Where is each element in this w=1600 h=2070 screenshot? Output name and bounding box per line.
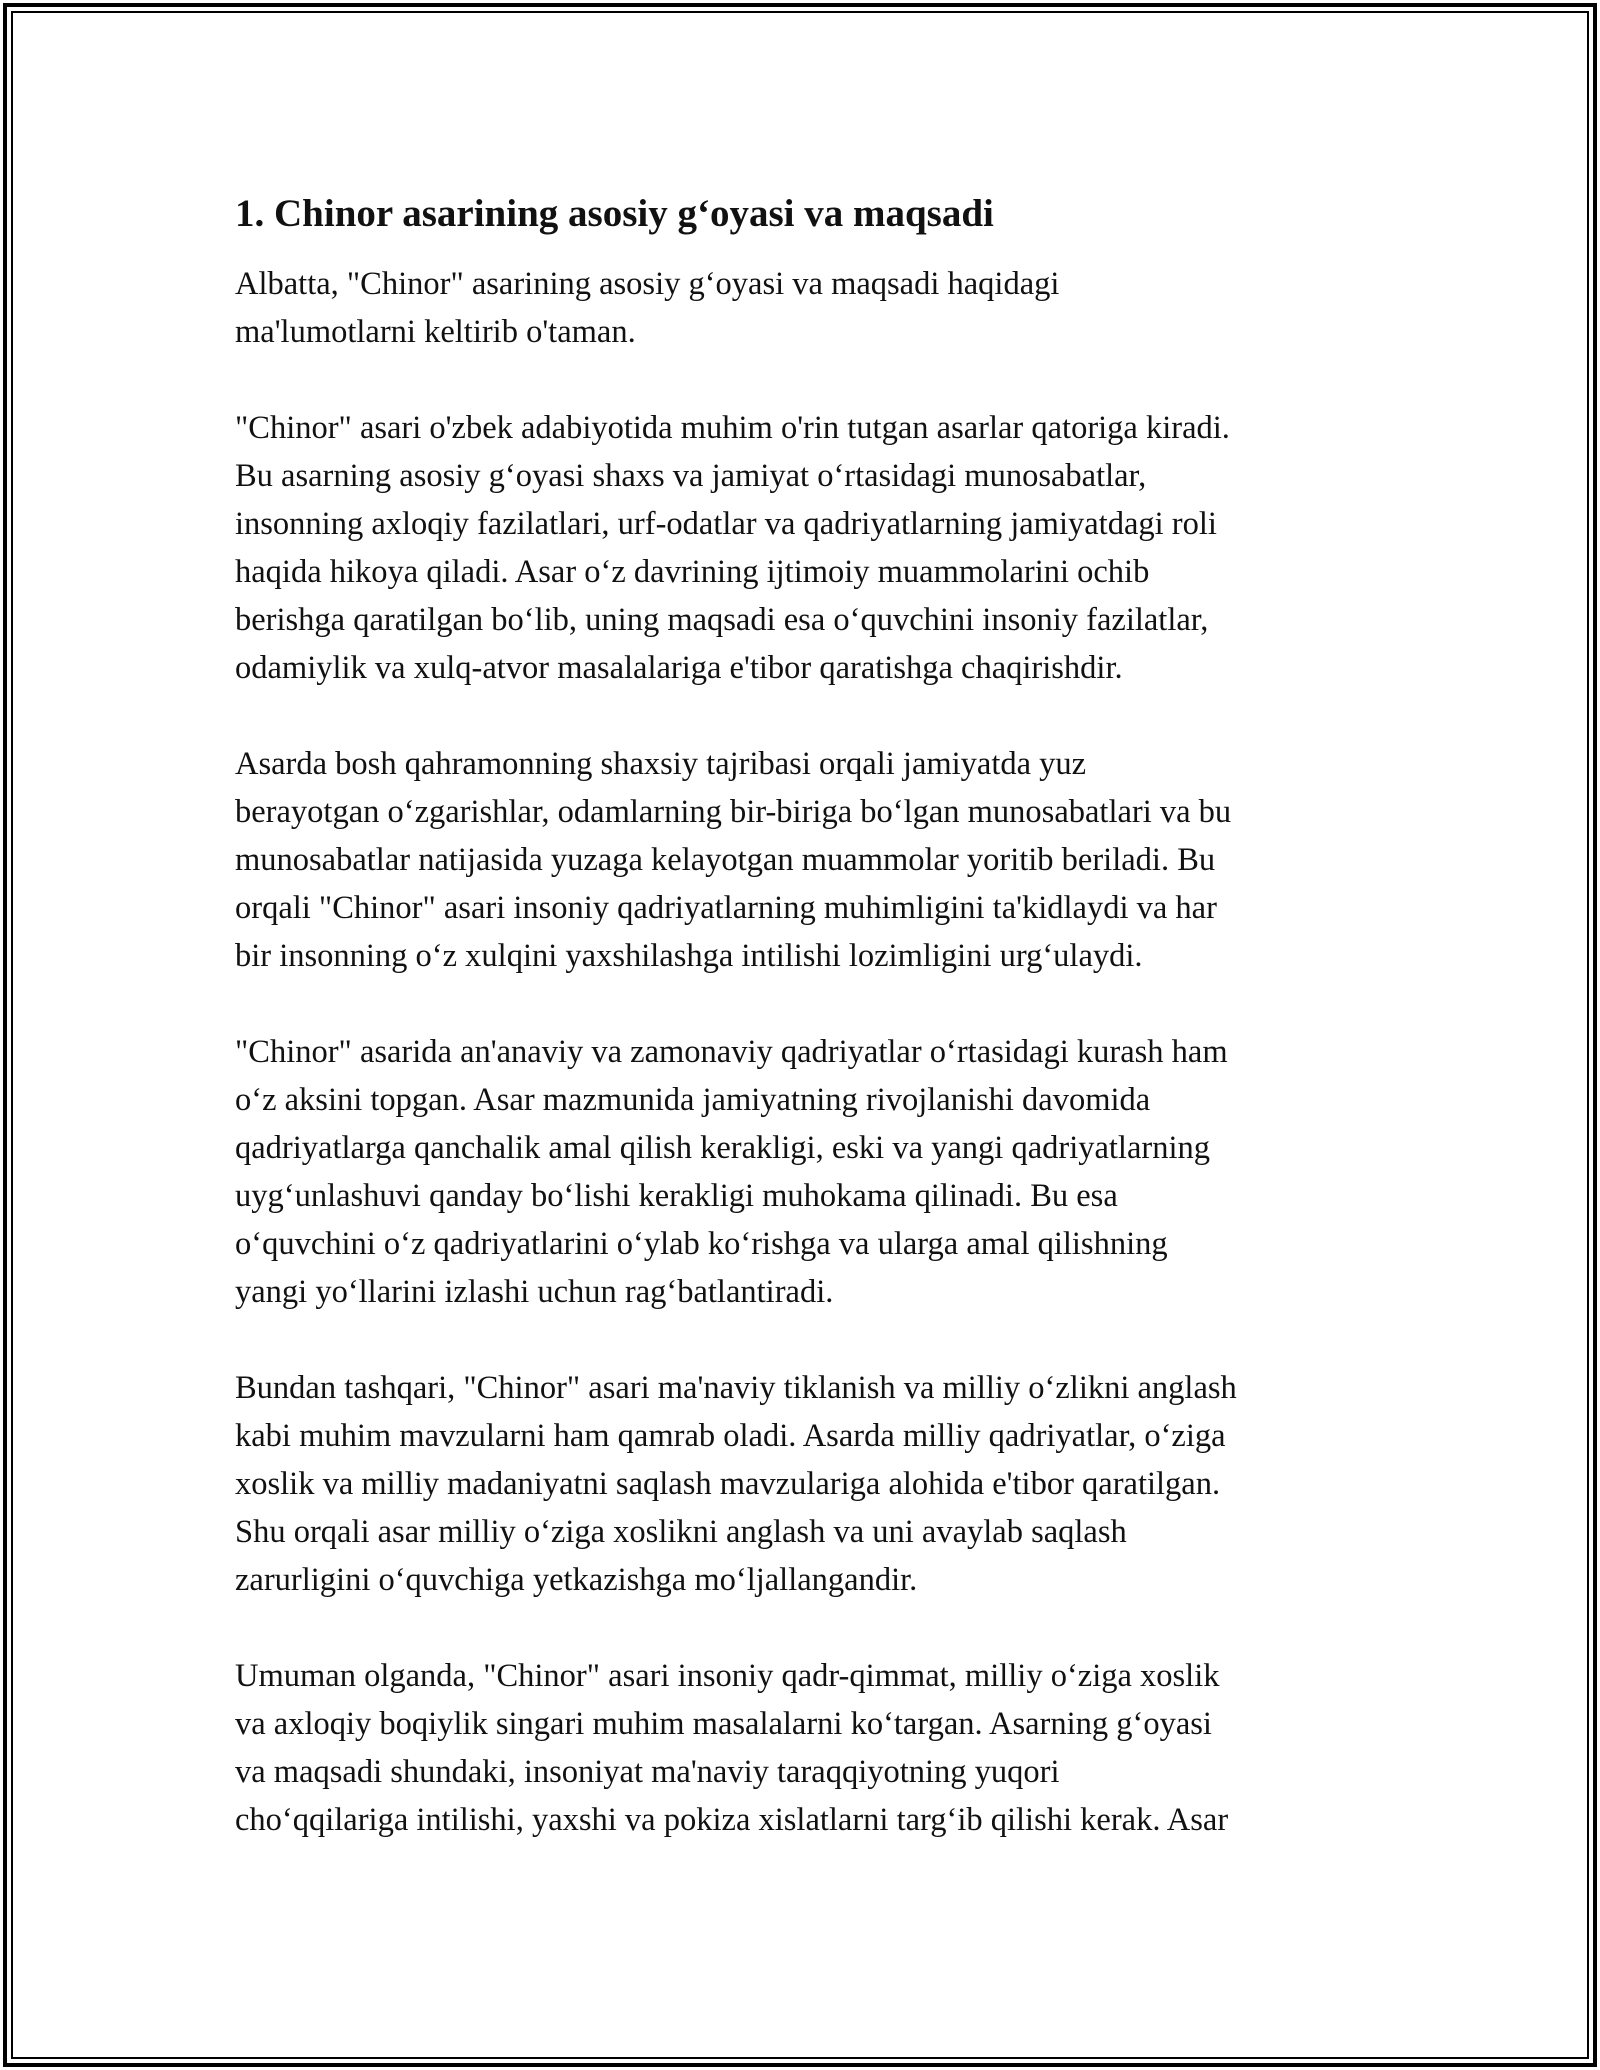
text-line: Albatta, "Chinor" asarining asosiy g‘oyasi va maqsadi haqidagi bbox=[235, 266, 1060, 302]
page-title: 1. Chinor asarining asosiy g‘oyasi va maqsadi bbox=[235, 192, 994, 235]
paragraph-intro bbox=[235, 260, 1375, 356]
paragraph-conclusion bbox=[235, 1652, 1375, 1844]
text-line: Umuman olganda, "Chinor" asari insoniy qadr-qimmat, milliy o‘ziga xoslik bbox=[235, 1658, 1220, 1694]
text-line: kabi muhim mavzularni ham qamrab oladi. Asarda milliy qadriyatlar, o‘ziga bbox=[235, 1418, 1226, 1454]
paragraph-main-idea bbox=[235, 404, 1375, 692]
text-line: bir insonning o‘z xulqini yaxshilashga intilishi lozimligini urg‘ulaydi. bbox=[235, 938, 1143, 974]
text-line: o‘z aksini topgan. Asar mazmunida jamiyatning rivojlanishi davomida bbox=[235, 1082, 1151, 1118]
text-line: zarurligini o‘quvchiga yetkazishga mo‘ljallangandir. bbox=[235, 1562, 918, 1598]
text-line: Bu asarning asosiy g‘oyasi shaxs va jamiyat o‘rtasidagi munosabatlar, bbox=[235, 458, 1147, 494]
text-line: berayotgan o‘zgarishlar, odamlarning bir-biriga bo‘lgan munosabatlari va bu bbox=[235, 794, 1232, 830]
text-line: munosabatlar natijasida yuzaga kelayotgan muammolar yoritib beriladi. Bu bbox=[235, 842, 1216, 878]
text-line: va maqsadi shundaki, insoniyat ma'naviy taraqqiyotning yuqori bbox=[235, 1754, 1060, 1790]
text-line: insonning axloqiy fazilatlari, urf-odatlar va qadriyatlarning jamiyatdagi roli bbox=[235, 506, 1217, 542]
text-line: ma'lumotlarni keltirib o'taman. bbox=[235, 314, 636, 350]
text-line: "Chinor" asarida an'anaviy va zamonaviy qadriyatlar o‘rtasidagi kurash ham bbox=[235, 1034, 1228, 1070]
text-line: qadriyatlarga qanchalik amal qilish kerakligi, eski va yangi qadriyatlarning bbox=[235, 1130, 1210, 1166]
text-line: cho‘qqilariga intilishi, yaxshi va pokiza xislatlarni targ‘ib qilishi kerak. Asar bbox=[235, 1802, 1229, 1838]
text-line: va axloqiy boqiylik singari muhim masalalarni ko‘targan. Asarning g‘oyasi bbox=[235, 1706, 1212, 1742]
text-line: uyg‘unlashuvi qanday bo‘lishi kerakligi muhokama qilinadi. Bu esa bbox=[235, 1178, 1118, 1214]
paragraph-values bbox=[235, 1028, 1375, 1316]
paragraph-national-identity bbox=[235, 1364, 1375, 1604]
paragraph-protagonist bbox=[235, 740, 1375, 980]
text-line: berishga qaratilgan bo‘lib, uning maqsadi esa o‘quvchini insoniy fazilatlar, bbox=[235, 602, 1209, 638]
text-line: yangi yo‘llarini izlashi uchun rag‘batlantiradi. bbox=[235, 1274, 834, 1310]
text-line: odamiylik va xulq-atvor masalalariga e'tibor qaratishga chaqirishdir. bbox=[235, 650, 1123, 686]
text-line: haqida hikoya qiladi. Asar o‘z davrining ijtimoiy muammolarini ochib bbox=[235, 554, 1150, 590]
text-line: Bundan tashqari, "Chinor" asari ma'naviy tiklanish va milliy o‘zlikni anglash bbox=[235, 1370, 1237, 1406]
text-line: Shu orqali asar milliy o‘ziga xoslikni anglash va uni avaylab saqlash bbox=[235, 1514, 1127, 1550]
text-line: o‘quvchini o‘z qadriyatlarini o‘ylab ko‘rishga va ularga amal qilishning bbox=[235, 1226, 1168, 1262]
text-line: orqali "Chinor" asari insoniy qadriyatlarning muhimligini ta'kidlaydi va har bbox=[235, 890, 1217, 926]
text-line: Asarda bosh qahramonning shaxsiy tajribasi orqali jamiyatda yuz bbox=[235, 746, 1087, 782]
text-line: "Chinor" asari o'zbek adabiyotida muhim o'rin tutgan asarlar qatoriga kiradi. bbox=[235, 410, 1230, 446]
text-line: xoslik va milliy madaniyatni saqlash mavzulariga alohida e'tibor qaratilgan. bbox=[235, 1466, 1221, 1502]
document-body bbox=[235, 190, 1375, 1892]
